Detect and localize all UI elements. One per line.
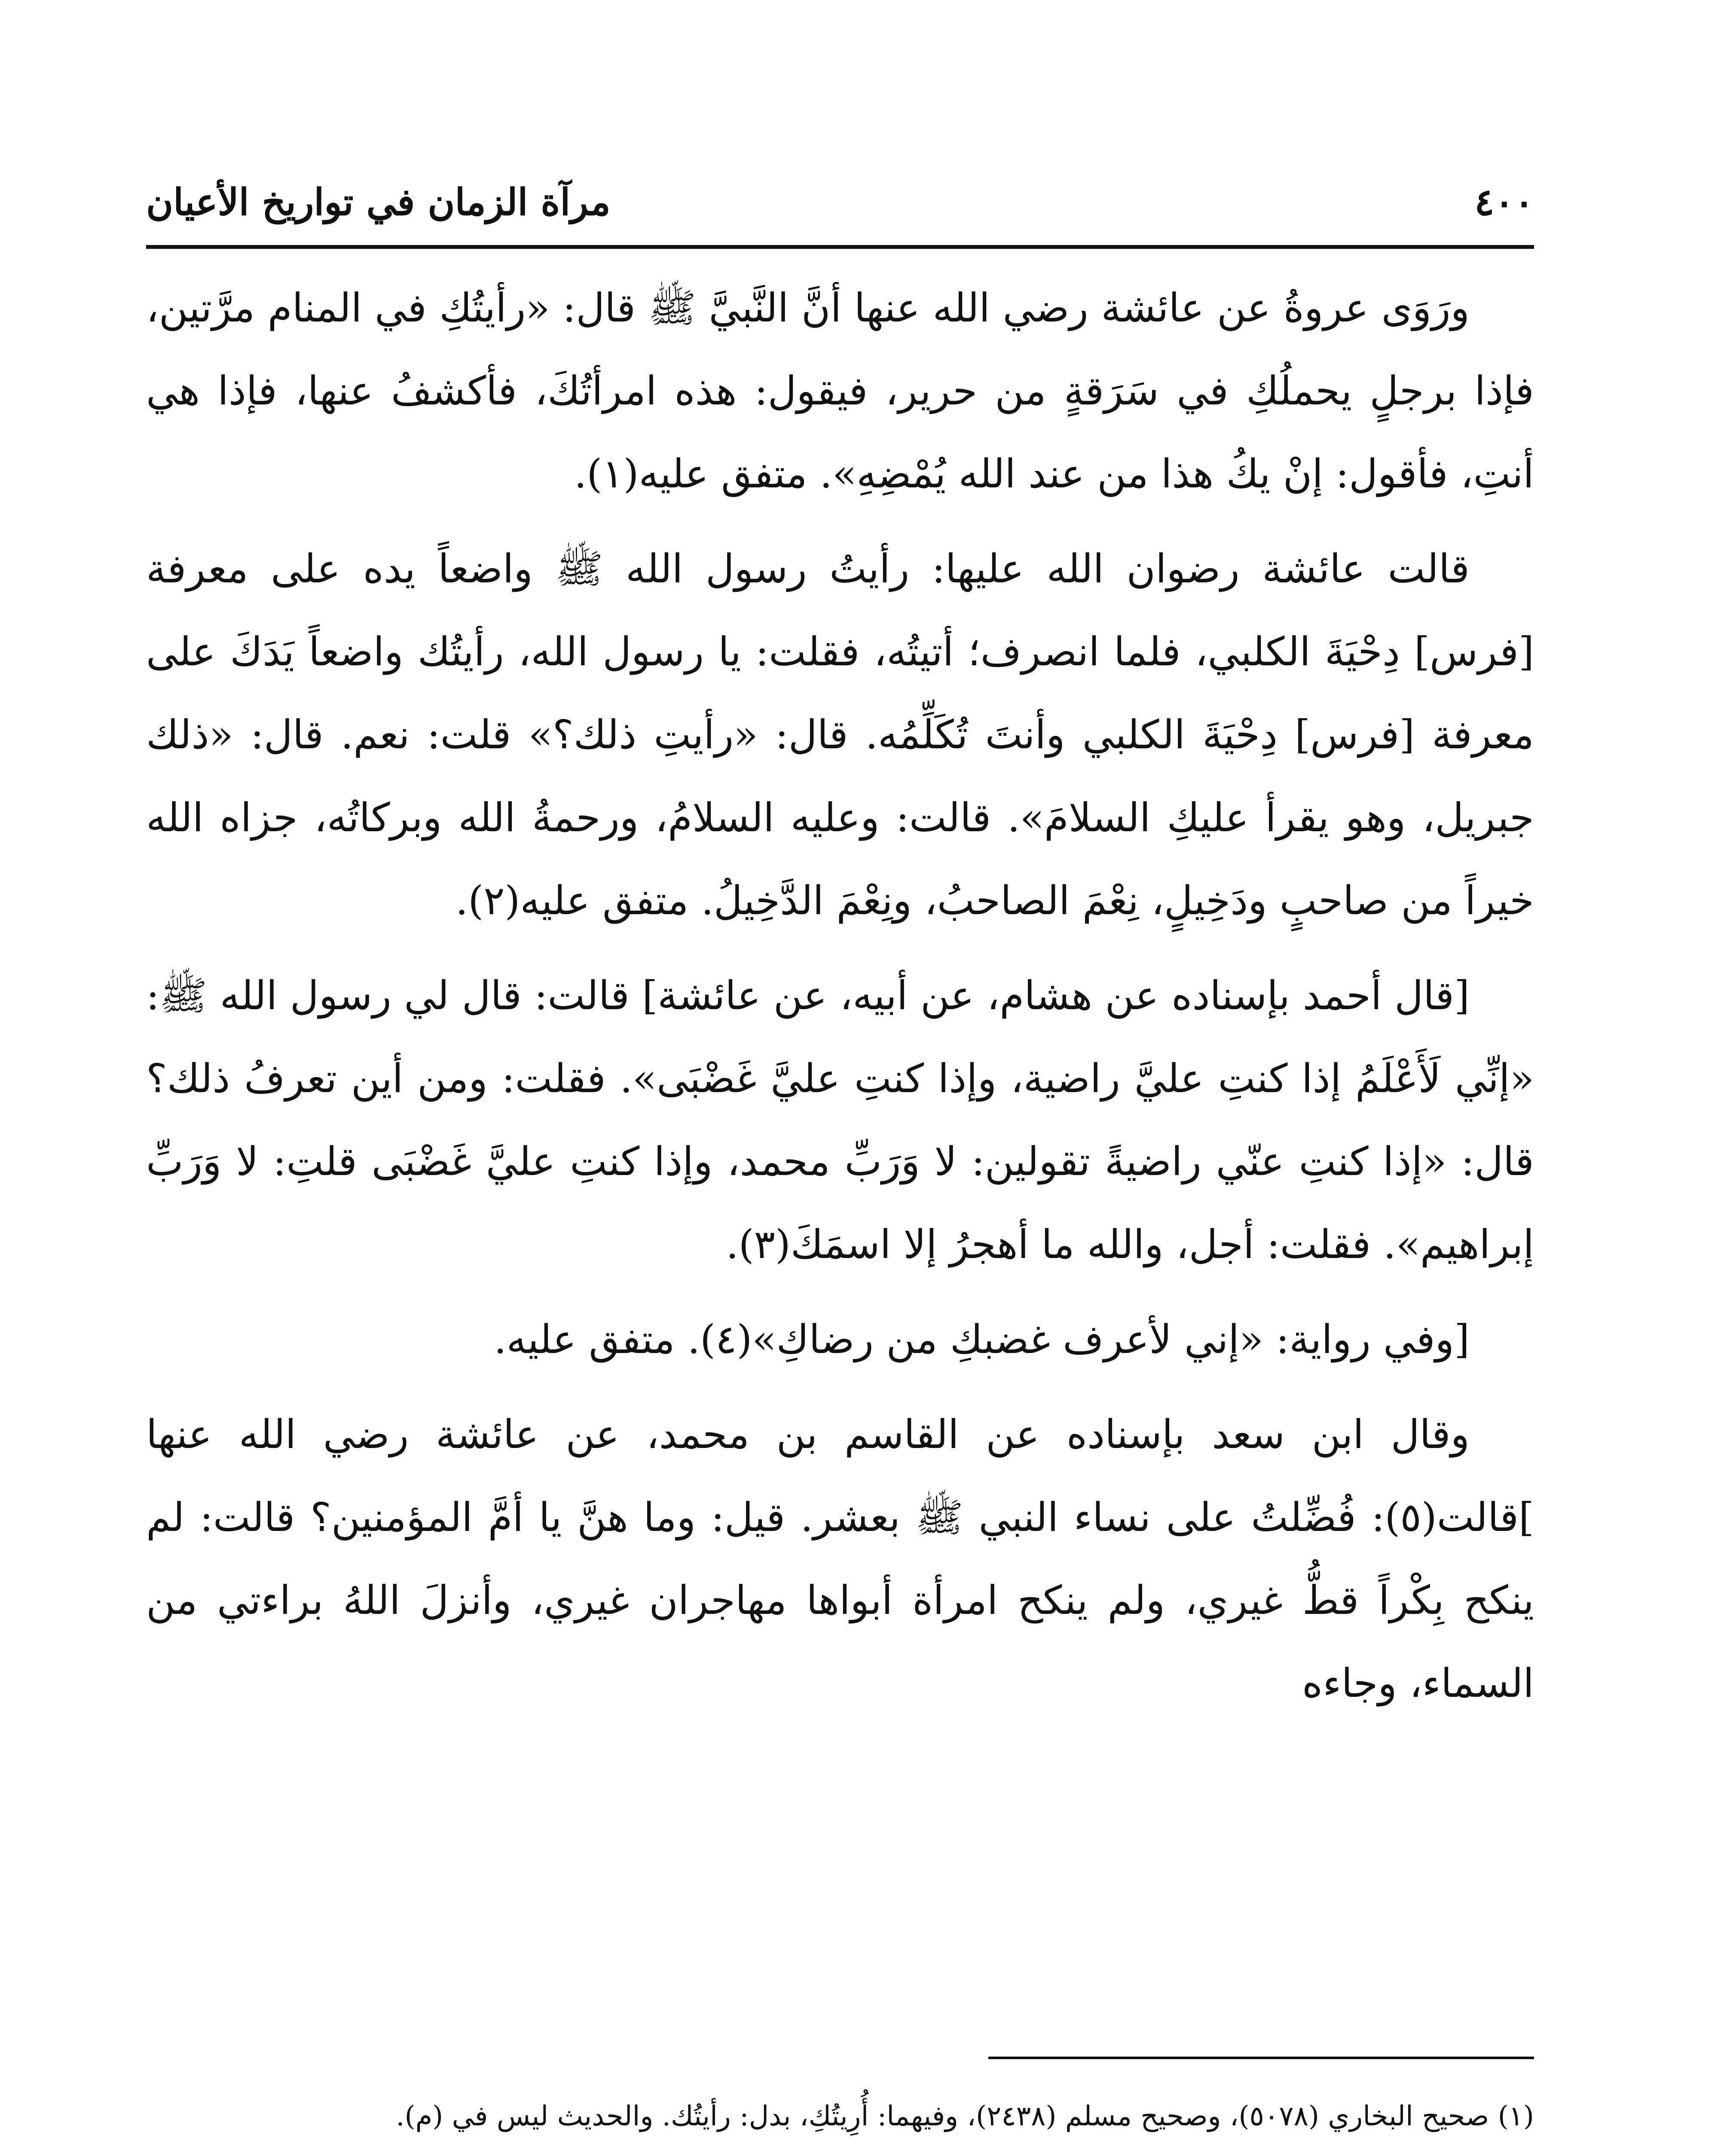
main-text [146,266,1534,1737]
footnote-divider [988,2057,1534,2059]
header-divider [146,245,1534,249]
running-header [146,163,1534,236]
paragraph: ورَوَى عروةُ عن عائشة رضي الله عنها أنَّ النَّبيَّ ﷺ قال: «رأيتُكِ في المنام مرَّتين، فإذا برجلٍ يحملُكِ في سَرَقةٍ من حرير، فيقول: هذه امرأتُكَ، فأكشفُ عنها، فإذا هي أنتِ، فأقول: إنْ يكُ هذا من عند الله يُمْضِهِ». متفق عليه(١). [146,285,1534,497]
footnote: (١) صحيح البخاري (٥٠٧٨)، وصحيح مسلم (٢٤٣٨)، وفيهما: أُرِيتُكِ، بدل: رأيتُك. والحديث ليس في (م). [396,2100,1534,2132]
paragraph: [وفي رواية: «إني لأعرف غضبكِ من رضاكِ»(٤). متفق عليه. [494,1316,1470,1362]
book-title: مرآة الزمان في تواريخ الأعيان [146,181,611,224]
paragraph: [قال أحمد بإسناده عن هشام، عن أبيه، عن عائشة] قالت: قال لي رسول الله ﷺ: «إنِّي لَأَعْلَمُ إذا كنتِ عليَّ راضية، وإذا كنتِ عليَّ غَضْبَى». فقلت: ومن أين تعرفُ ذلك؟ قال: «إذا كنتِ عنّي راضيةً تقولين: لا وَرَبِّ محمد، وإذا كنتِ عليَّ غَضْبَى قلتِ: لا وَرَبِّ إبراهيم». فقلت: أجل، والله ما أهجرُ إلا اسمَكَ(٣). [146,973,1534,1267]
page-number: ٤٠٠ [1474,181,1534,224]
paragraph: قالت عائشة رضوان الله عليها: رأيتُ رسول الله ﷺ واضعاً يده على معرفة [فرس] دِحْيَةَ الكلبي، فلما انصرف؛ أتيتُه، فقلت: يا رسول الله، رأيتُك واضعاً يَدَكَ على معرفة [فرس] دِحْيَةَ الكلبي وأنتَ تُكَلِّمُه. قال: «رأيتِ ذلك؟» قلت: نعم. قال: «ذلك جبريل، وهو يقرأ عليكِ السلامَ». قالت: وعليه السلامُ، ورحمةُ الله وبركاتُه، جزاه الله خيراً من صاحبٍ ودَخِيلٍ، نِعْمَ الصاحبُ، ونِعْمَ الدَّخِيلُ. متفق عليه(٢). [146,546,1534,924]
paragraph: وقال ابن سعد بإسناده عن القاسم بن محمد، عن عائشة رضي الله عنها ]قالت(٥): فُضِّلتُ على نساء النبي ﷺ بعشر. قيل: وما هنَّ يا أمَّ المؤمنين؟ قالت: لم ينكح بِكْراً قطُّ غيري، ولم ينكح امرأة أبواها مهاجران غيري، وأنزلَ اللهُ براءتي من السماء، وجاءه [146,1411,1534,1706]
footnotes [146,2089,1534,2149]
